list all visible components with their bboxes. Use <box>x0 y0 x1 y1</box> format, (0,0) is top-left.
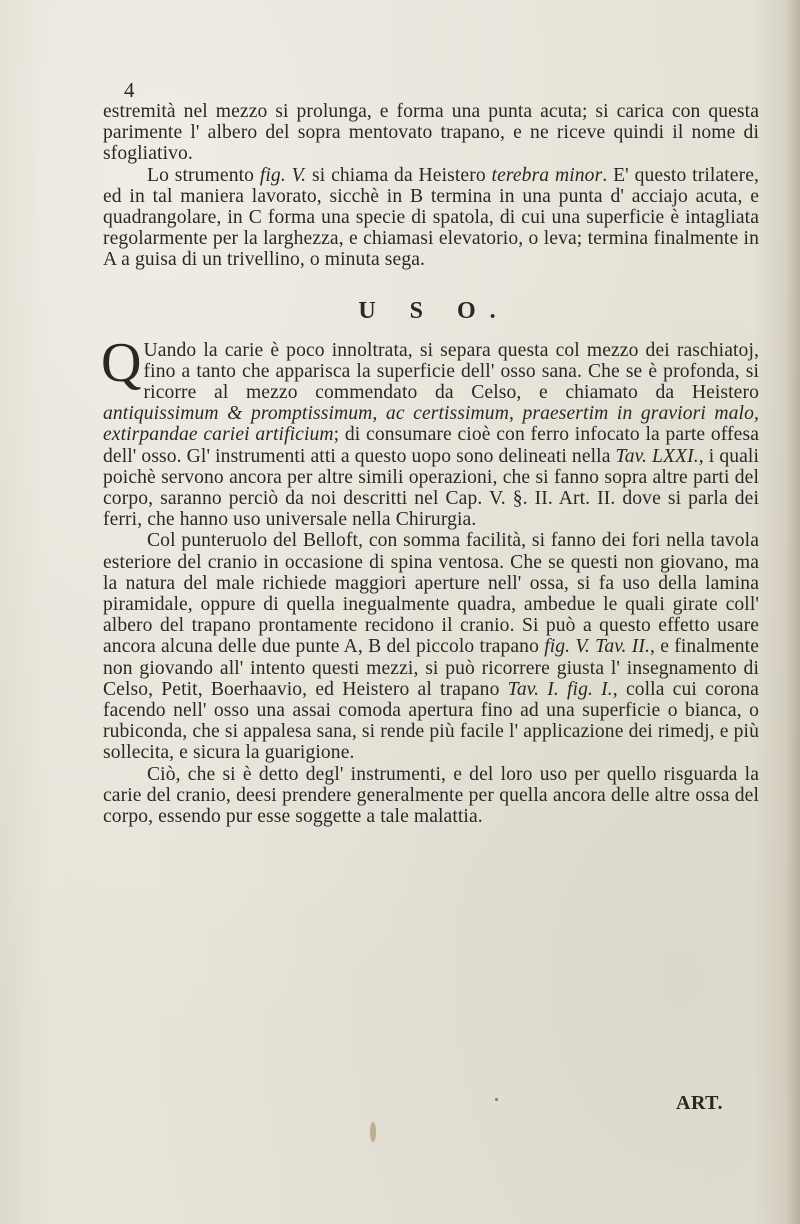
paragraph-belloft <box>103 530 759 763</box>
drop-cap: Q <box>101 331 142 394</box>
text-run: si chiama da Heistero <box>306 164 492 186</box>
text-run: . E' questo trilatere, ed in tal maniera lavorato, sicchè in B termina in una punta d' acciajo acuta, e quadrangolare, in C forma una specie di spatola, di cui una superficie è intagliata regolarmente per la larghezza, e chiamasi elevatorio, o leva; termina finalmente in A a guisa di un trivellino, o minuta sega. <box>103 164 759 271</box>
paragraph-continuation: estremità nel mezzo si prolunga, e forma una punta acuta; si carica con questa parimente l' albero del sopra mentovato trapano, e ne riceve quindi il nome di sfogliativo. <box>103 101 759 165</box>
text-run: , colla cui corona facendo nell' osso una assai comoda apertura fino ad una superficie o bianca, o rubiconda, che si appalesa sana, si rende più facile l' applicazione dei rimedj, e più sollecita, e sicura la guarigione. <box>103 678 759 764</box>
figure-reference: fig. V. <box>259 164 307 186</box>
page-edge-shadow <box>786 0 800 1224</box>
text-run: Uando la carie è poco innoltrata, si separa questa col mezzo dei raschiatoj, fino a tanto che apparisca la superficie dell' osso sana. Che se è profonda, si ricorre al mezzo commendato da Celso, e chiamato da Heistero <box>143 339 759 404</box>
text-run: , i quali poichè servono ancora per altre simili operazioni, che si fanno sopra altre parti del corpo, saranno perciò da noi descritti nel Cap. V. §. II. Art. II. dove si parla dei ferri, che hanno uso universale nella Chirurgia. <box>103 445 760 531</box>
paper-speck <box>495 1098 498 1101</box>
paragraph-terebra <box>103 165 759 271</box>
latin-quotation: antiquissimum & promptissimum, ac certissimum, praesertim in graviori malo, extirpandae cariei artificium <box>103 403 759 446</box>
text-run: ; di consumare cioè con ferro infocato la parte offesa dell' osso. Gl' instrumenti atti a questo uopo sono delineati nella <box>103 424 759 467</box>
plate-reference: Tav. LXXI. <box>615 445 699 467</box>
text-run: , e finalmente non giovando all' intento questi mezzi, si può ricorrere giusta l' insegnamento di Celso, Petit, Boerhaavio, ed Heistero al trapano <box>103 636 760 700</box>
paragraph-uso <box>101 331 760 531</box>
text-run: Lo strumento <box>147 164 260 186</box>
paragraph-conclusion: Ciò, che si è detto degl' instrumenti, e del loro uso per quello risguarda la carie del cranio, deesi prendere generalmente per quella ancora delle altre ossa del corpo, essendo pur esse soggette a tale malattia. <box>103 763 759 828</box>
paper-stain <box>370 1122 376 1142</box>
latin-term: terebra minor <box>491 164 603 186</box>
body-text <box>103 101 759 827</box>
figure-reference: fig. V. Tav. II. <box>544 636 651 658</box>
text-run: Col punteruolo del Belloft, con somma facilità, si fanno dei fori nella tavola esteriore del cranio in occasione di spina ventosa. Che se questi non giovano, ma la natura del male richiede maggiori aperture nell' ossa, si fa uso della lamina piramidale, oppure di quella inegualmente quadra, ambedue le quali girate coll' albero del trapano prontamente recidono il cranio. Si può a questo effetto usare ancora alcuna delle due punte A, B del piccolo trapano <box>103 530 759 658</box>
catchword: ART. <box>676 1092 724 1114</box>
page-number: 4 <box>124 78 135 102</box>
section-heading: U S O. <box>358 297 510 324</box>
plate-reference: Tav. I. fig. I. <box>507 678 613 700</box>
